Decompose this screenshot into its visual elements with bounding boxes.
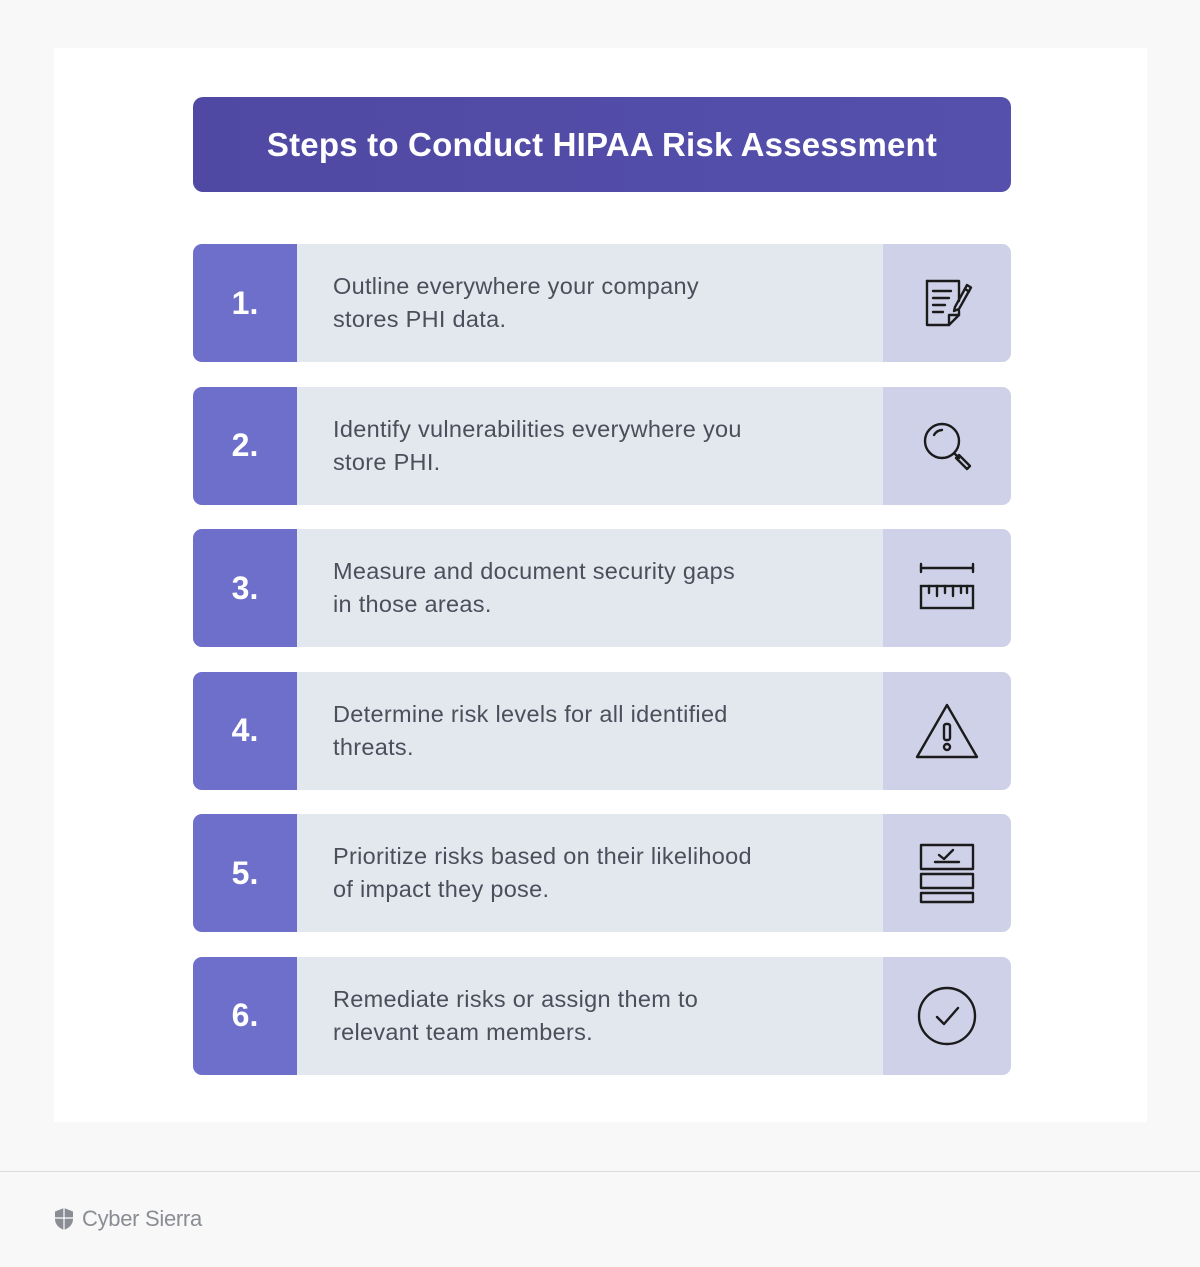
- page-title: Steps to Conduct HIPAA Risk Assessment: [266, 125, 938, 163]
- step-row: [193, 387, 1011, 505]
- step-number: 4.: [193, 672, 297, 790]
- document-edit-icon: [915, 271, 979, 335]
- step-row: [193, 814, 1011, 932]
- step-text: Determine risk levels for all identified threats.: [333, 700, 728, 760]
- step-text: Measure and document security gaps in those areas.: [333, 558, 736, 618]
- footer: [54, 1204, 202, 1234]
- priority-stack-icon: [915, 841, 979, 905]
- title-banner: [193, 97, 1011, 192]
- step-row: [193, 529, 1011, 647]
- shield-logo-icon: [54, 1207, 74, 1231]
- step-row: [193, 957, 1011, 1075]
- step-text: Prioritize risks based on their likelihood of impact they pose.: [333, 843, 752, 903]
- step-number: 3.: [193, 529, 297, 647]
- ruler-icon: [915, 556, 979, 620]
- steps-list: [193, 244, 1011, 1100]
- step-row: [193, 244, 1011, 362]
- step-row: [193, 672, 1011, 790]
- magnifier-icon: [915, 414, 979, 478]
- warning-icon: [915, 699, 979, 763]
- step-text: Identify vulnerabilities everywhere you store PHI.: [333, 415, 742, 475]
- check-circle-icon: [915, 984, 979, 1048]
- step-number: 2.: [193, 387, 297, 505]
- step-number: 1.: [193, 244, 297, 362]
- brand-name: Cyber Sierra: [82, 1206, 202, 1231]
- step-number: 6.: [193, 957, 297, 1075]
- step-text: Remediate risks or assign them to relevant team members.: [333, 985, 699, 1045]
- step-text: Outline everywhere your company stores PHI data.: [333, 273, 699, 332]
- footer-divider: [0, 1171, 1200, 1172]
- step-number: 5.: [193, 814, 297, 932]
